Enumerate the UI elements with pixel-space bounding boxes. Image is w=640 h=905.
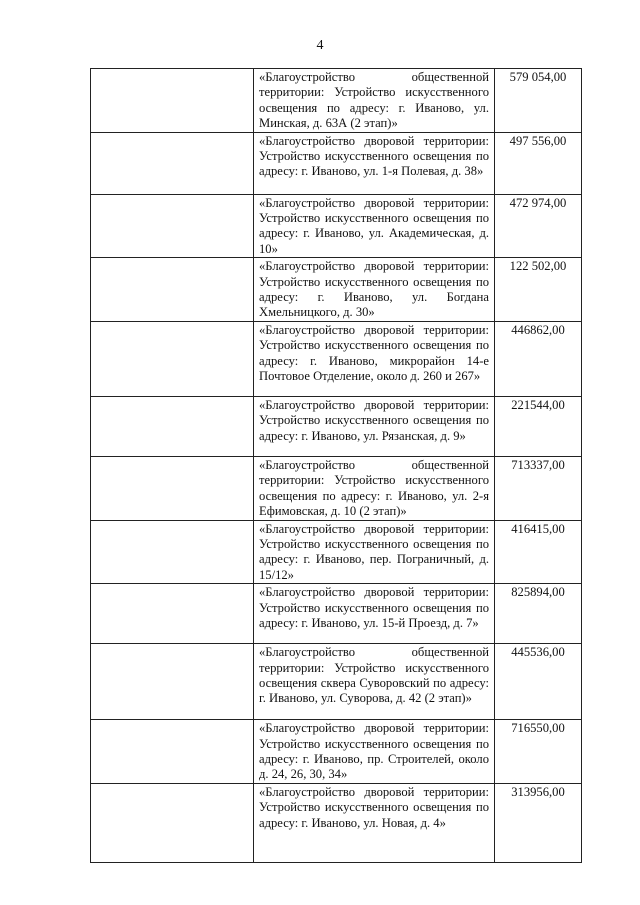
empty-cell (91, 396, 254, 456)
empty-cell (91, 456, 254, 520)
amount-cell: 313956,00 (495, 783, 582, 862)
table-row (91, 132, 582, 194)
amount-cell: 445536,00 (495, 644, 582, 720)
description-cell: «Благоустройство дворовой территории: Устройство искусственного освещения по адресу: г. Иваново, ул. Богдана Хмельницкого, д. 30» (254, 258, 495, 322)
description-cell: «Благоустройство дворовой территории: Устройство искусственного освещения по адресу: г. Иваново, ул. Академическая, д. 10» (254, 194, 495, 258)
amount-cell: 122 502,00 (495, 258, 582, 322)
amount-cell: 713337,00 (495, 456, 582, 520)
description-cell: «Благоустройство дворовой территории: Устройство искусственного освещения по адресу: г. Иваново, ул. 15-й Проезд, д. 7» (254, 584, 495, 644)
funding-table (90, 68, 582, 863)
table-row (91, 783, 582, 862)
table-row (91, 396, 582, 456)
empty-cell (91, 69, 254, 133)
table-row (91, 644, 582, 720)
empty-cell (91, 194, 254, 258)
amount-cell: 416415,00 (495, 520, 582, 584)
description-cell: «Благоустройство общественной территории: Устройство искусственного освещения по адресу: г. Иваново, ул. Минская, д. 63А (2 этап)» (254, 69, 495, 133)
table-row (91, 456, 582, 520)
empty-cell (91, 783, 254, 862)
amount-cell: 472 974,00 (495, 194, 582, 258)
empty-cell (91, 132, 254, 194)
amount-cell: 579 054,00 (495, 69, 582, 133)
amount-cell: 221544,00 (495, 396, 582, 456)
table-row (91, 584, 582, 644)
empty-cell (91, 584, 254, 644)
empty-cell (91, 258, 254, 322)
amount-cell: 497 556,00 (495, 132, 582, 194)
table-row (91, 258, 582, 322)
table-row (91, 321, 582, 396)
description-cell: «Благоустройство дворовой территории: Устройство искусственного освещения по адресу: г. Иваново, микрорайон 14-е Почтовое Отделение, около д. 260 и 267» (254, 321, 495, 396)
description-cell: «Благоустройство общественной территории: Устройство искусственного освещения по адресу: г. Иваново, ул. 2-я Ефимовская, д. 10 (2 этап)» (254, 456, 495, 520)
empty-cell (91, 644, 254, 720)
description-cell: «Благоустройство дворовой территории: Устройство искусственного освещения по адресу: г. Иваново, ул. Новая, д. 4» (254, 783, 495, 862)
description-cell: «Благоустройство дворовой территории: Устройство искусственного освещения по адресу: г. Иваново, пер. Пограничный, д. 15/12» (254, 520, 495, 584)
table-row (91, 69, 582, 133)
description-cell: «Благоустройство дворовой территории: Устройство искусственного освещения по адресу: г. Иваново, ул. 1-я Полевая, д. 38» (254, 132, 495, 194)
table-row (91, 520, 582, 584)
description-cell: «Благоустройство дворовой территории: Устройство искусственного освещения по адресу: г. Иваново, ул. Рязанская, д. 9» (254, 396, 495, 456)
table-row (91, 720, 582, 784)
description-cell: «Благоустройство общественной территории: Устройство искусственного освещения сквера Суворовский по адресу: г. Иваново, ул. Суворова, д. 42 (2 этап)» (254, 644, 495, 720)
amount-cell: 716550,00 (495, 720, 582, 784)
table-row (91, 194, 582, 258)
empty-cell (91, 321, 254, 396)
amount-cell: 446862,00 (495, 321, 582, 396)
empty-cell (91, 720, 254, 784)
page-number: 4 (316, 38, 324, 53)
description-cell: «Благоустройство дворовой территории: Устройство искусственного освещения по адресу: г. Иваново, пр. Строителей, около д. 24, 26, 30, 34» (254, 720, 495, 784)
amount-cell: 825894,00 (495, 584, 582, 644)
empty-cell (91, 520, 254, 584)
